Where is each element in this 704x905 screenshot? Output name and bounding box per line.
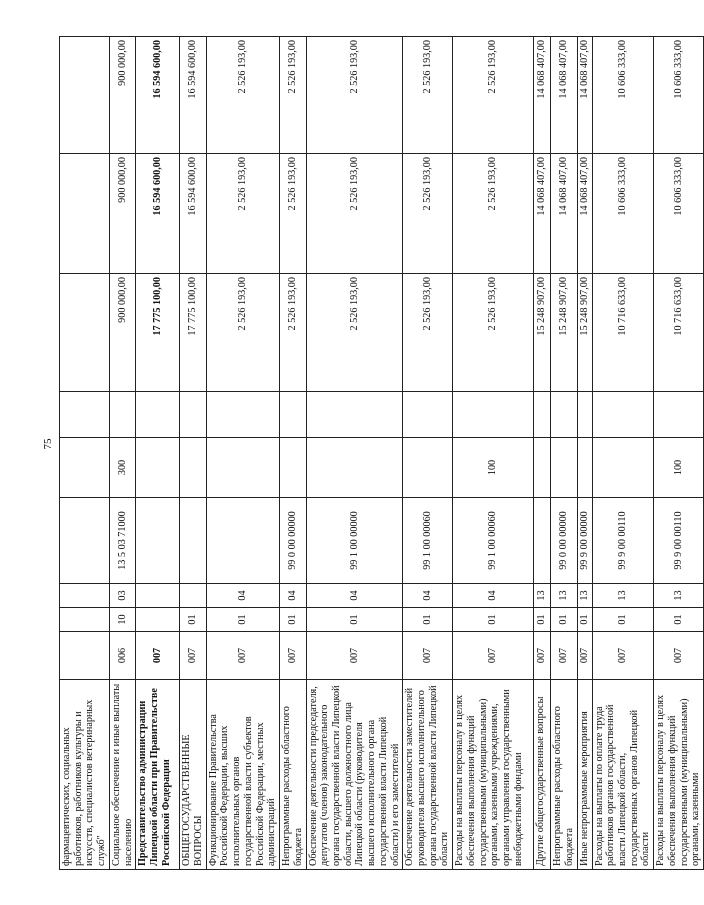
row-name: Непрограммные расходы областного бюджета [280, 680, 306, 870]
row-amount-2: 16 594 600,00 [136, 154, 180, 274]
table-row [280, 37, 306, 870]
table-row [577, 37, 592, 870]
row-extra [403, 392, 453, 438]
row-amount-3: 2 526 193,00 [206, 37, 279, 154]
row-amount-3: 2 526 193,00 [453, 37, 534, 154]
row-amount-3: 2 526 193,00 [403, 37, 453, 154]
row-target-code [534, 498, 551, 584]
row-subsection: 13 [534, 584, 551, 608]
table-row [206, 37, 279, 870]
row-extra [280, 392, 306, 438]
row-amount-2: 2 526 193,00 [306, 154, 403, 274]
row-code-admin: 007 [306, 632, 403, 680]
row-section [136, 608, 180, 632]
row-name: фармацевтических, социальных работников, работников культуры и искусств, специалистов ветеринарных служб" [60, 680, 110, 870]
table-row [180, 37, 206, 870]
row-section: 01 [206, 608, 279, 632]
row-subsection: 13 [592, 584, 654, 608]
row-extra [136, 392, 180, 438]
row-extra [109, 392, 135, 438]
row-name: Расходы на выплаты персоналу в целях обеспечения выполнения функций государственными (муниципальными) органами, казенными [654, 680, 704, 870]
row-subsection: 04 [280, 584, 306, 608]
row-extra [306, 392, 403, 438]
row-code-admin: 006 [109, 632, 135, 680]
row-subsection [60, 584, 110, 608]
row-code-admin: 007 [551, 632, 577, 680]
row-target-code: 99 0 00 00000 [280, 498, 306, 584]
table-row [136, 37, 180, 870]
row-amount-2: 10 606 333,00 [654, 154, 704, 274]
row-amount-2: 14 068 407,00 [577, 154, 592, 274]
row-code-admin: 007 [206, 632, 279, 680]
row-section [60, 608, 110, 632]
row-amount-2: 14 068 407,00 [551, 154, 577, 274]
table-row [453, 37, 534, 870]
row-expense-type: 300 [109, 438, 135, 498]
row-expense-type [180, 438, 206, 498]
row-expense-type: 100 [654, 438, 704, 498]
row-subsection [180, 584, 206, 608]
row-extra [654, 392, 704, 438]
row-extra [551, 392, 577, 438]
row-amount-1: 2 526 193,00 [306, 274, 403, 392]
row-amount-1: 15 248 907,00 [534, 274, 551, 392]
row-extra [60, 392, 110, 438]
row-expense-type: 100 [453, 438, 534, 498]
row-code-admin: 007 [280, 632, 306, 680]
row-name: Функционирование Правительства Российской Федерации, высших исполнительных органов государственной власти субъектов Российской Федерации, местных администраций [206, 680, 279, 870]
row-subsection: 04 [403, 584, 453, 608]
table-row [403, 37, 453, 870]
row-amount-2: 2 526 193,00 [206, 154, 279, 274]
row-amount-3: 10 606 333,00 [592, 37, 654, 154]
row-amount-1: 10 716 633,00 [654, 274, 704, 392]
row-code-admin: 007 [180, 632, 206, 680]
row-expense-type [306, 438, 403, 498]
row-target-code: 99 9 00 00110 [654, 498, 704, 584]
row-expense-type [577, 438, 592, 498]
row-expense-type [206, 438, 279, 498]
row-name: Иные непрограммные мероприятия [577, 680, 592, 870]
row-name: Другие общегосударственные вопросы [534, 680, 551, 870]
row-amount-3: 2 526 193,00 [280, 37, 306, 154]
row-section: 01 [551, 608, 577, 632]
row-section: 01 [403, 608, 453, 632]
row-subsection: 04 [206, 584, 279, 608]
row-section: 10 [109, 608, 135, 632]
row-code-admin: 007 [534, 632, 551, 680]
row-amount-3: 900 000,00 [109, 37, 135, 154]
table-row [60, 37, 110, 870]
row-section: 01 [280, 608, 306, 632]
row-extra [592, 392, 654, 438]
row-amount-1: 15 248 907,00 [577, 274, 592, 392]
table-row [551, 37, 577, 870]
row-target-code [180, 498, 206, 584]
row-name: Обеспечение деятельности заместителей руководителя высшего исполнительного органа государственной власти Липецкой области [403, 680, 453, 870]
row-amount-1 [60, 274, 110, 392]
row-extra [180, 392, 206, 438]
row-section: 01 [577, 608, 592, 632]
row-target-code [136, 498, 180, 584]
row-name: Социальное обеспечение и иные выплаты населению [109, 680, 135, 870]
row-subsection [136, 584, 180, 608]
table-row [534, 37, 551, 870]
row-target-code: 99 9 00 00000 [577, 498, 592, 584]
row-subsection: 13 [577, 584, 592, 608]
row-amount-2: 16 594 600,00 [180, 154, 206, 274]
row-code-admin: 007 [136, 632, 180, 680]
row-subsection: 04 [306, 584, 403, 608]
row-extra [577, 392, 592, 438]
row-amount-3: 14 068 407,00 [534, 37, 551, 154]
row-amount-2: 2 526 193,00 [403, 154, 453, 274]
row-amount-3: 10 606 333,00 [654, 37, 704, 154]
row-section: 01 [592, 608, 654, 632]
row-code-admin: 007 [577, 632, 592, 680]
row-code-admin: 007 [654, 632, 704, 680]
row-amount-1: 10 716 633,00 [592, 274, 654, 392]
row-subsection: 13 [551, 584, 577, 608]
row-subsection: 13 [654, 584, 704, 608]
row-expense-type [403, 438, 453, 498]
row-target-code: 99 1 00 00000 [306, 498, 403, 584]
row-code-admin: 007 [403, 632, 453, 680]
row-amount-1: 17 775 100,00 [136, 274, 180, 392]
row-amount-2: 14 068 407,00 [534, 154, 551, 274]
row-target-code: 13 5 03 71000 [109, 498, 135, 584]
row-name: Расходы на выплаты персоналу в целях обеспечения выполнения функций государственными (муниципальными) органами, казенными учреждениями, органами управления государственными внебюджетными фондами [453, 680, 534, 870]
row-amount-2: 2 526 193,00 [453, 154, 534, 274]
row-expense-type [136, 438, 180, 498]
row-section: 01 [306, 608, 403, 632]
row-section: 01 [180, 608, 206, 632]
row-code-admin: 007 [453, 632, 534, 680]
row-name: Расходы на выплаты по оплате труда работников органов государственной власти Липецкой области, государственных органов Липецкой области [592, 680, 654, 870]
row-expense-type [534, 438, 551, 498]
row-extra [453, 392, 534, 438]
row-expense-type [551, 438, 577, 498]
row-amount-3: 2 526 193,00 [306, 37, 403, 154]
row-amount-1: 2 526 193,00 [206, 274, 279, 392]
row-amount-2: 2 526 193,00 [280, 154, 306, 274]
page-number-wrap [38, 438, 58, 458]
row-subsection: 03 [109, 584, 135, 608]
row-amount-1: 17 775 100,00 [180, 274, 206, 392]
table-body [60, 37, 704, 870]
table-row [306, 37, 403, 870]
row-extra [206, 392, 279, 438]
row-name: Непрограммные расходы областного бюджета [551, 680, 577, 870]
row-section: 01 [654, 608, 704, 632]
row-target-code: 99 9 00 00110 [592, 498, 654, 584]
row-extra [534, 392, 551, 438]
page-number: 75 [42, 438, 54, 450]
row-amount-2: 900 000,00 [109, 154, 135, 274]
row-amount-2: 10 606 333,00 [592, 154, 654, 274]
row-amount-1: 2 526 193,00 [403, 274, 453, 392]
row-name: ОБЩЕГОСУДАРСТВЕННЫЕ ВОПРОСЫ [180, 680, 206, 870]
rotated-table-container [59, 37, 702, 870]
row-amount-1: 15 248 907,00 [551, 274, 577, 392]
row-amount-2 [60, 154, 110, 274]
row-section: 01 [534, 608, 551, 632]
row-expense-type [280, 438, 306, 498]
row-expense-type [592, 438, 654, 498]
row-name: Обеспечение деятельности председателя, депутатов (членов) законодательного органа государственной власти Липецкой области, высшего должностного лица Липецкой области (руководителя высшего исполнительного органа государственной власти Липецкой области) и его заместителей [306, 680, 403, 870]
row-code-admin: 007 [592, 632, 654, 680]
row-target-code: 99 1 00 00060 [403, 498, 453, 584]
row-amount-3: 16 594 600,00 [136, 37, 180, 154]
row-amount-1: 2 526 193,00 [453, 274, 534, 392]
row-expense-type [60, 438, 110, 498]
row-section: 01 [453, 608, 534, 632]
row-amount-1: 2 526 193,00 [280, 274, 306, 392]
table-row [592, 37, 654, 870]
table-row [654, 37, 704, 870]
budget-table [59, 36, 704, 870]
row-target-code [60, 498, 110, 584]
row-amount-3: 16 594 600,00 [180, 37, 206, 154]
row-target-code: 99 1 00 00060 [453, 498, 534, 584]
table-row [109, 37, 135, 870]
row-target-code: 99 0 00 00000 [551, 498, 577, 584]
row-amount-3: 14 068 407,00 [551, 37, 577, 154]
row-subsection: 04 [453, 584, 534, 608]
row-code-admin [60, 632, 110, 680]
row-name: Представительство администрации Липецкой области при Правительстве Российской Федерации [136, 680, 180, 870]
row-target-code [206, 498, 279, 584]
row-amount-3 [60, 37, 110, 154]
row-amount-3: 14 068 407,00 [577, 37, 592, 154]
row-amount-1: 900 000,00 [109, 274, 135, 392]
